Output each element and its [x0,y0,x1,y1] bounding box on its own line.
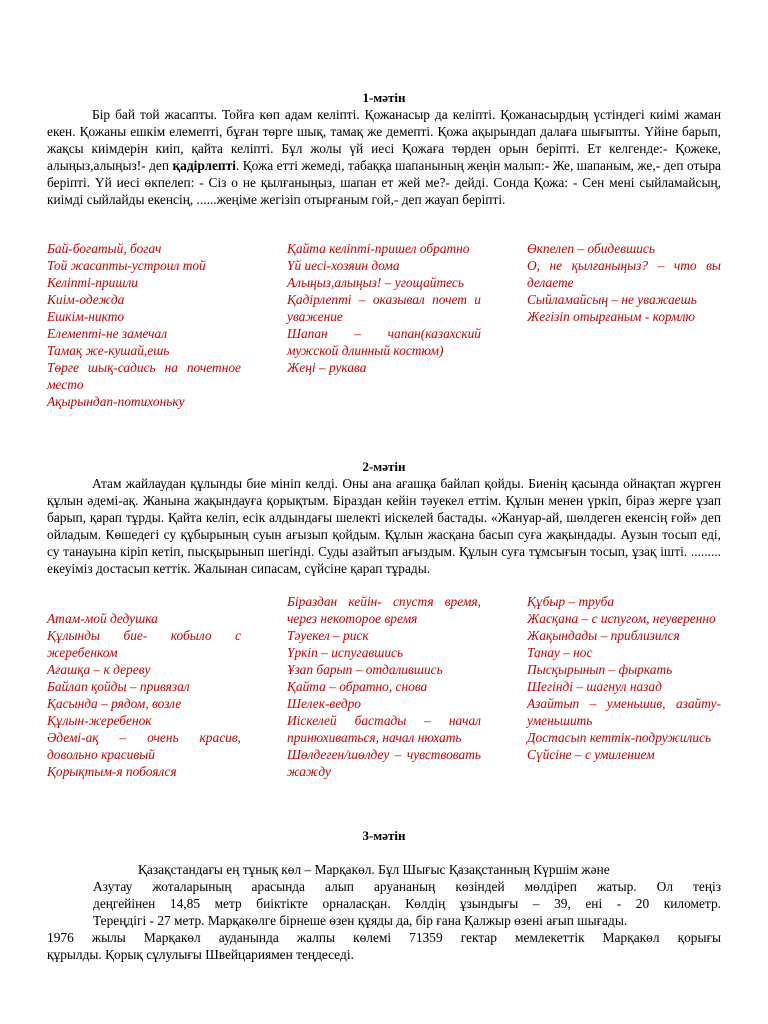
vocab-item: Иіскелей бастады – начал принюхиваться, начал нюхать [287,713,481,745]
vocab-item: Тәуекел – риск [287,628,369,643]
vocab-item: Азайтып – уменьшив, азайту-уменьшить [527,696,721,728]
text1-title: 1-мәтін [362,90,406,105]
vocab-item: Жегізіп отырғаным - кормлю [527,309,695,324]
text3-title: 3-мәтін [362,828,406,843]
vocab-item: Пысқырынып – фыркать [527,662,673,677]
vocab-item: Жақындады – приблизился [527,628,680,643]
vocab-item: Төрге шық-садись на почетное место [47,360,241,392]
vocab-item: Достасып кеттік-подружились [527,730,712,745]
text3-line: деңгейінен 14,85 метр биіктікте орналасқан. Көлдің ұзындығы – 39, ені - 20 километр. [93,896,721,911]
text2-body: Атам жайлаудан құлынды бие мініп келді. Оны ана ағашқа байлап қойды. Биенің қасында ойнақтап жүрген құлын әдемі-ақ. Жанына жақындауға қорықтым. Біраздан кейін тәуекел еттім. Құлын менен үркіп, біраз жерге ұзап барып, қарап тұрды. Қайта келіп, есік алдындағы шелекті иіскелей бастады. «Жануар-ай, шөлдеген екенсің ғой» деп ойладым. Көшедегі су құбырының суын ағызып қойдым. Құлын жасқана басып суға жақындады. Аузын тосып еді, су танауына кіріп кетіп, пысқырынып шегінді. Суды азайтып ағыздым. Құлын суға тұмсығын тосып, ұзақ ішті. ......... екеуіміз достасып кеттік. Жалынан сипасам, сүйсіне қарап тұрады. [47,476,721,576]
vocab-item: Құлынды бие- кобыло с жеребенком [47,628,241,660]
vocab-item: Елемепті-не замечал [47,326,168,341]
vocab-item: Үй иесі-хозяин дома [287,258,400,273]
vocab-item: Атам-мой дедушка [47,611,158,626]
text2-vocab-col1 [47,610,241,780]
text1-vocab-col2 [287,240,481,376]
vocab-item: Сыйламайсың – не уважаешь [527,292,697,307]
vocab-item: Құбыр – труба [527,594,615,609]
text1-vocab-col1 [47,240,241,410]
vocab-item: Құлын-жеребенок [47,713,152,728]
text1-vocab-col3 [527,240,721,325]
vocab-item: Қорықтым-я побоялся [47,764,177,779]
vocab-item: Шөлдеген/шөлдеу – чувствовать жажду [287,747,481,779]
vocab-item: Ақырындап-потихоньку [47,394,185,409]
vocab-item: Қайта келіпті-пришел обратно [287,241,470,256]
vocab-item: Ешкім-никто [47,309,125,324]
vocab-item: Киім-одежда [47,292,125,307]
text3-line: Азутау жоталарының арасында алып аруананың көзіндей мөлдіреп жатыр. Ол теңіз [93,879,721,894]
vocab-item: Қадірлепті – оказывал почет и уважение [287,292,481,324]
text3-line: Қазақстандағы ең тұнық көл – Марқакөл. Бұл Шығыс Қазақстанның Күршім және [138,862,610,877]
text3-line: Тереңдігі - 27 метр. Марқакөлге бірнеше өзен құяды да, бір ғана Қалжыр өзені ағып шығады. [93,913,628,928]
vocab-item: Ағашқа – к дереву [47,662,151,677]
vocab-item: Өкпелеп – обидевшись [527,241,655,256]
vocab-item: Жеңі – рукава [287,360,367,375]
text2-vocab-col3 [527,593,721,763]
text2-title: 2-мәтін [362,459,406,474]
text2-vocab-col2 [287,593,481,780]
vocab-item: Келіпті-пришли [47,275,139,290]
vocab-item: Үркіп – испугавшись [287,645,404,660]
vocab-item: Той жасапты-устроил той [47,258,206,273]
vocab-item: Шелек-ведро [287,696,362,711]
text3-line: құрылды. Қорық сұлулығы Швейцариямен теңдеседі. [47,947,354,962]
vocab-item: О, не қылғаныңыз? – что вы делаете [527,258,721,290]
vocab-item: Байлап қойды – привязал [47,679,190,694]
vocab-item: Қайта – обратно, снова [287,679,428,694]
text1-body: Бір бай той жасапты. Тойға көп адам келіпті. Қожанасыр да келіпті. Қожанасырдың үстіндегі киімі жаман екен. Қожаны ешкім елемепті, бұған төрге шық, тамақ же демепті. Қожа ақырындап далаға шығыпты. Үйіне барып, жақсы киімдерін киіп, қайта келіпті. Бұл жолы үй иесі Қожаға төрден орын беріпті. Ет келгенде:- Қожеке, алыңыз,алыңыз!- деп қадірлепті. Қожа етті жемеді, табаққа шапанының жеңін малып:- Же, шапаным, же,- деп отыра беріпті. Үй иесі өкпелеп: - Сіз о не қылғаныңыз, шапан ет жей ме?- дейді. Сонда Қожа: - Сен мені сыйламайсың, киімді сыйлайды екенсің, ......жеңіме жегізіп отырғаным гой,- деп жауап беріпті. [47,107,721,207]
vocab-item: Сүйсіне – с умилением [527,747,655,762]
vocab-item: Шегінді – шагнул назад [527,679,662,694]
text3-line: 1976 жылы Марқакөл ауданында жалпы көлемі 71359 гектар мемлекеттік Марқакөл қорығы [47,930,721,945]
vocab-item: Біраздан кейін- спустя время, через некоторое время [287,594,481,626]
text1-bold-word: қадірлепті [172,158,236,173]
vocab-item: Тамақ же-кушай,ешь [47,343,170,358]
vocab-item: Ұзап барып – отдалившись [287,662,443,677]
vocab-item: Жасқана – с испугом, неуверенно [527,611,716,626]
vocab-item: Алыңыз,алыңыз! – угощайтесь [287,275,464,290]
vocab-item: Танау – нос [527,645,593,660]
vocab-item: Бай-богатый, богач [47,241,162,256]
vocab-item: Қасында – рядом, возле [47,696,182,711]
vocab-item: Шапан – чапан(казахский мужской длинный костюм) [287,326,481,358]
vocab-item: Әдемі-ақ – очень красив, довольно красивый [47,730,241,762]
